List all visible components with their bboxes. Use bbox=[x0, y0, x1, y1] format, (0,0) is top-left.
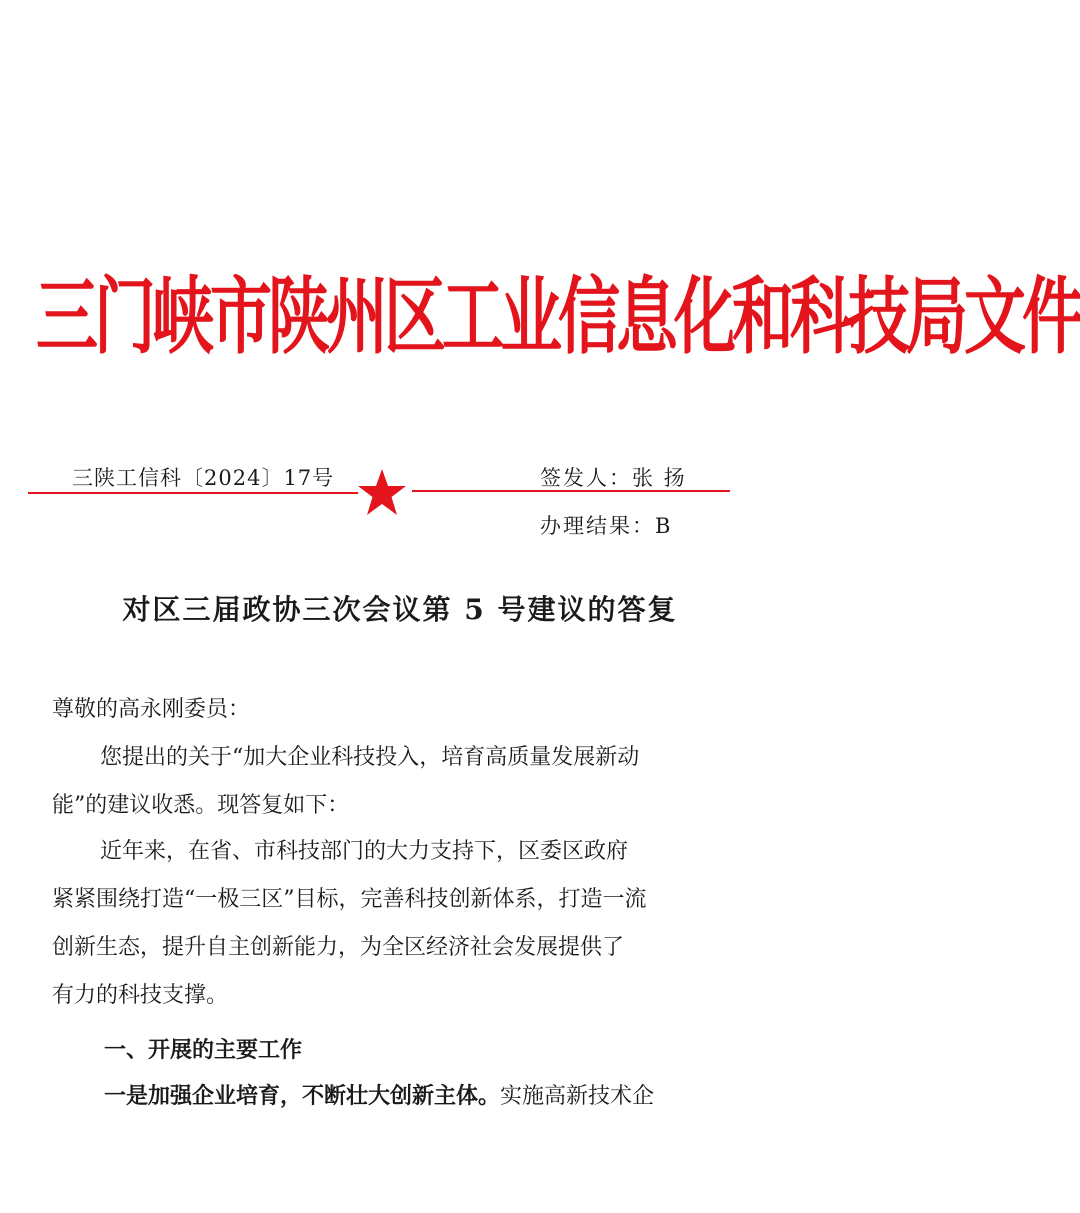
bold-lead-text: 一是加强企业培育，不断壮大创新主体。 bbox=[104, 1083, 501, 1109]
paragraph-line: 有力的科技支撑。 bbox=[52, 983, 229, 1008]
paragraph-line: 近年来，在省、市科技部门的大力支持下，区委区政府 bbox=[100, 839, 629, 864]
paragraph-line: 您提出的关于“加大企业科技投入，培育高质量发展新动 bbox=[100, 745, 640, 770]
document-title: 对区三届政协三次会议第 5 号建议的答复 bbox=[122, 593, 678, 626]
red-star-icon bbox=[357, 468, 407, 516]
document-number: 三陕工信科〔2024〕17号 bbox=[72, 466, 335, 490]
section-heading: 一、开展的主要工作 bbox=[104, 1037, 303, 1063]
paragraph-line bbox=[104, 1080, 784, 1113]
salutation: 尊敬的高永刚委员： bbox=[52, 697, 251, 722]
paragraph-line: 创新生态，提升自主创新能力，为全区经济社会发展提供了 bbox=[52, 935, 625, 960]
paragraph-line: 紧紧围绕打造“一极三区”目标，完善科技创新体系，打造一流 bbox=[52, 887, 647, 912]
handling-result: 办理结果：B bbox=[540, 514, 673, 538]
document-masthead: 三门峡市陕州区工业信息化和科技局文件 bbox=[36, 267, 1080, 366]
red-rule-left bbox=[28, 492, 358, 494]
red-rule-right bbox=[412, 490, 730, 492]
signer-label: 签发人：张 扬 bbox=[540, 466, 687, 490]
paragraph-line: 能”的建议收悉。现答复如下： bbox=[52, 793, 350, 818]
paragraph-continuation: 实施高新技术企 bbox=[500, 1084, 655, 1109]
